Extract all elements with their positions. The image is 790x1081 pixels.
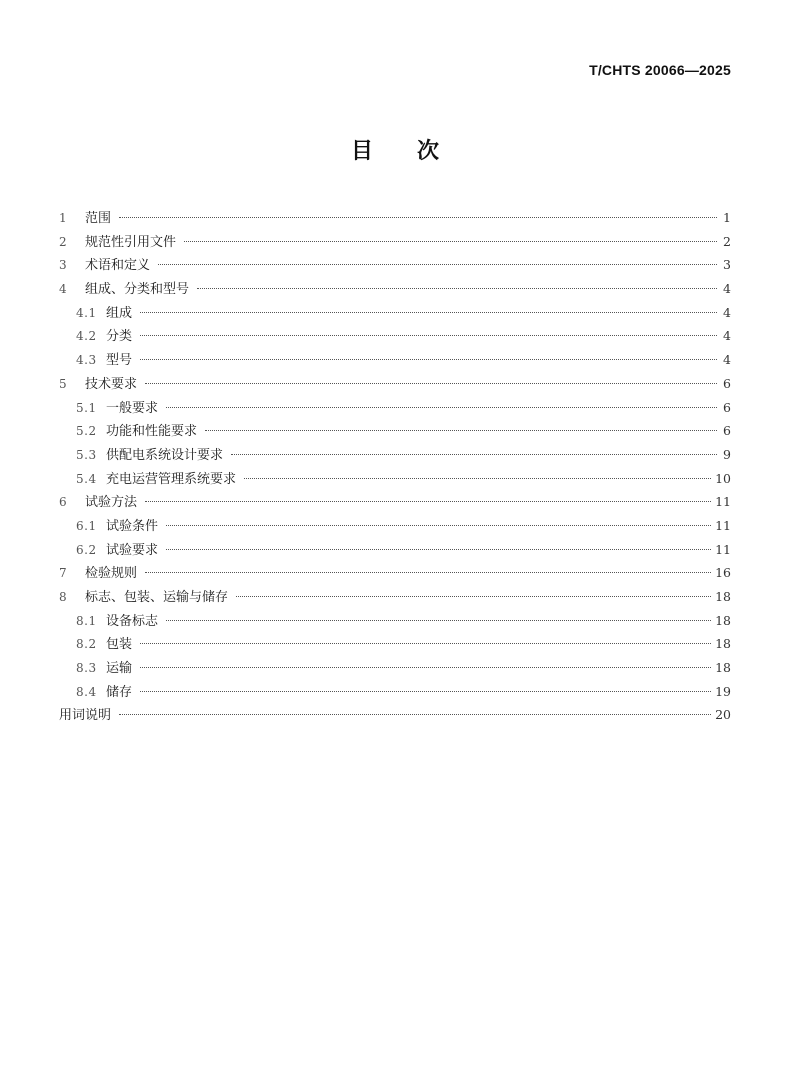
toc-leader-dots bbox=[166, 620, 711, 621]
toc-entry-number: 1 bbox=[59, 211, 68, 225]
toc-leader-dots bbox=[140, 335, 717, 336]
toc-entry-page: 18 bbox=[715, 589, 731, 604]
toc-entry-page: 6 bbox=[723, 375, 731, 391]
toc-entry-number: 5.2 bbox=[76, 424, 97, 439]
toc-leader-dots bbox=[166, 549, 711, 550]
toc-entry-number: 8 bbox=[59, 590, 68, 604]
toc-entry-page: 11 bbox=[715, 541, 731, 557]
toc-leader-dots bbox=[140, 643, 711, 644]
toc-entry-title: 试验条件 bbox=[106, 518, 159, 534]
toc-leader-dots bbox=[140, 359, 717, 360]
toc-leader-dots bbox=[145, 501, 711, 502]
toc-leader-dots bbox=[140, 312, 717, 313]
toc-entry-page: 1 bbox=[723, 210, 731, 225]
toc-entry-title: 供配电系统设计要求 bbox=[106, 447, 224, 463]
toc-leader-dots bbox=[140, 691, 711, 692]
toc-entry-page: 2 bbox=[723, 233, 731, 249]
toc-leader-dots bbox=[205, 430, 717, 431]
toc-entry-title: 分类 bbox=[106, 329, 133, 345]
toc-entry-title: 组成 bbox=[106, 305, 133, 321]
toc-entry-number: 2 bbox=[59, 234, 68, 249]
title-char-1: 目 bbox=[350, 139, 373, 164]
toc-entry-title: 技术要求 bbox=[85, 376, 138, 392]
toc-leader-dots bbox=[166, 525, 711, 526]
toc-entry-number: 8.1 bbox=[76, 613, 97, 628]
toc-entry-number: 5.1 bbox=[76, 400, 97, 415]
toc-entry-title: 术语和定义 bbox=[85, 258, 151, 274]
toc-entry-number: 6.2 bbox=[76, 542, 97, 557]
toc-entry-page: 4 bbox=[723, 352, 731, 368]
toc-entry-page: 10 bbox=[715, 470, 731, 486]
toc-entry-title: 设备标志 bbox=[106, 613, 159, 629]
toc-entry[interactable] bbox=[59, 609, 731, 633]
toc-leader-dots bbox=[119, 714, 711, 715]
toc-entry-page: 6 bbox=[723, 399, 731, 415]
toc-entry[interactable] bbox=[59, 561, 731, 585]
toc-entry[interactable] bbox=[59, 324, 731, 348]
toc-leader-dots bbox=[184, 241, 717, 242]
toc-leader-dots bbox=[166, 407, 717, 408]
toc-entry[interactable] bbox=[59, 632, 731, 656]
toc-entry-page: 20 bbox=[715, 707, 731, 723]
document-code: T/CHTS 20066—2025 bbox=[589, 62, 731, 78]
toc-entry-page: 16 bbox=[715, 565, 731, 581]
toc-entry[interactable] bbox=[59, 419, 731, 443]
toc-entry[interactable] bbox=[59, 656, 731, 680]
toc-leader-dots bbox=[119, 217, 717, 218]
toc-entry[interactable] bbox=[59, 703, 731, 727]
toc-entry[interactable] bbox=[59, 490, 731, 514]
toc-entry-title: 标志、包装、运输与储存 bbox=[85, 590, 229, 605]
page-title bbox=[0, 134, 790, 165]
toc-entry-title: 充电运营管理系统要求 bbox=[106, 471, 237, 487]
toc-entry-number: 8.4 bbox=[76, 684, 97, 699]
toc-entry-page: 4 bbox=[723, 281, 731, 297]
toc-entry[interactable] bbox=[59, 514, 731, 538]
toc-entry-page: 4 bbox=[723, 328, 731, 344]
toc-entry-number: 6 bbox=[59, 495, 68, 510]
toc-entry-number: 7 bbox=[59, 566, 68, 581]
toc-entry-title: 运输 bbox=[106, 661, 133, 677]
toc-entry-number: 5.3 bbox=[76, 447, 97, 462]
toc-entry[interactable] bbox=[59, 372, 731, 396]
toc-entry[interactable] bbox=[59, 206, 731, 230]
toc-entry-page: 4 bbox=[723, 304, 731, 320]
toc-entry[interactable] bbox=[59, 230, 731, 254]
toc-entry-page: 11 bbox=[715, 517, 731, 533]
toc-entry-number: 4.2 bbox=[76, 329, 97, 344]
toc-entry-title: 储存 bbox=[106, 684, 133, 700]
toc-entry-title: 试验要求 bbox=[106, 542, 159, 558]
toc-entry-title: 范围 bbox=[85, 211, 112, 226]
toc-leader-dots bbox=[145, 572, 711, 573]
toc-entry-number: 6.1 bbox=[76, 518, 97, 533]
toc-entry-page: 6 bbox=[723, 423, 731, 439]
toc-entry-page: 11 bbox=[715, 494, 731, 510]
toc-entry[interactable] bbox=[59, 277, 731, 301]
toc-entry-page: 18 bbox=[715, 612, 731, 628]
toc-entry[interactable] bbox=[59, 253, 731, 277]
toc-entry-title: 检验规则 bbox=[85, 566, 138, 582]
toc-entry-number: 5 bbox=[59, 376, 68, 391]
toc-entry-title: 包装 bbox=[106, 637, 133, 653]
toc-entry-page: 3 bbox=[723, 257, 731, 273]
toc-entry[interactable] bbox=[59, 680, 731, 704]
toc-entry-page: 9 bbox=[723, 446, 731, 462]
toc-leader-dots bbox=[236, 596, 711, 597]
toc-entry-title: 规范性引用文件 bbox=[85, 234, 177, 250]
toc-entry[interactable] bbox=[59, 467, 731, 491]
toc-entry-number: 5.4 bbox=[76, 471, 97, 486]
toc-entry-number: 4 bbox=[59, 282, 68, 297]
table-of-contents bbox=[59, 206, 731, 727]
toc-entry-page: 18 bbox=[715, 636, 731, 652]
toc-entry-number: 8.3 bbox=[76, 661, 97, 676]
toc-entry-title: 型号 bbox=[106, 353, 133, 369]
toc-entry-title: 组成、分类和型号 bbox=[85, 282, 190, 298]
toc-leader-dots bbox=[140, 667, 711, 668]
toc-entry[interactable] bbox=[59, 538, 731, 562]
toc-entry-title: 用词说明 bbox=[59, 708, 112, 724]
toc-entry-title: 功能和性能要求 bbox=[106, 424, 198, 440]
toc-entry-page: 19 bbox=[715, 683, 731, 699]
toc-entry-number: 3 bbox=[59, 258, 68, 273]
toc-leader-dots bbox=[244, 478, 711, 479]
toc-entry-number: 4.3 bbox=[76, 353, 97, 368]
toc-entry[interactable] bbox=[59, 443, 731, 467]
toc-entry-title: 一般要求 bbox=[106, 400, 159, 416]
toc-leader-dots bbox=[231, 454, 717, 455]
toc-entry-title: 试验方法 bbox=[85, 495, 138, 511]
toc-leader-dots bbox=[145, 383, 717, 384]
toc-entry[interactable] bbox=[59, 301, 731, 325]
toc-entry[interactable] bbox=[59, 348, 731, 372]
toc-entry-number: 4.1 bbox=[76, 305, 97, 320]
toc-entry-number: 8.2 bbox=[76, 637, 97, 652]
toc-leader-dots bbox=[197, 288, 717, 289]
toc-leader-dots bbox=[158, 264, 717, 265]
toc-entry-page: 18 bbox=[715, 660, 731, 676]
title-char-2: 次 bbox=[417, 139, 440, 164]
toc-entry[interactable] bbox=[59, 396, 731, 420]
toc-entry[interactable] bbox=[59, 585, 731, 609]
